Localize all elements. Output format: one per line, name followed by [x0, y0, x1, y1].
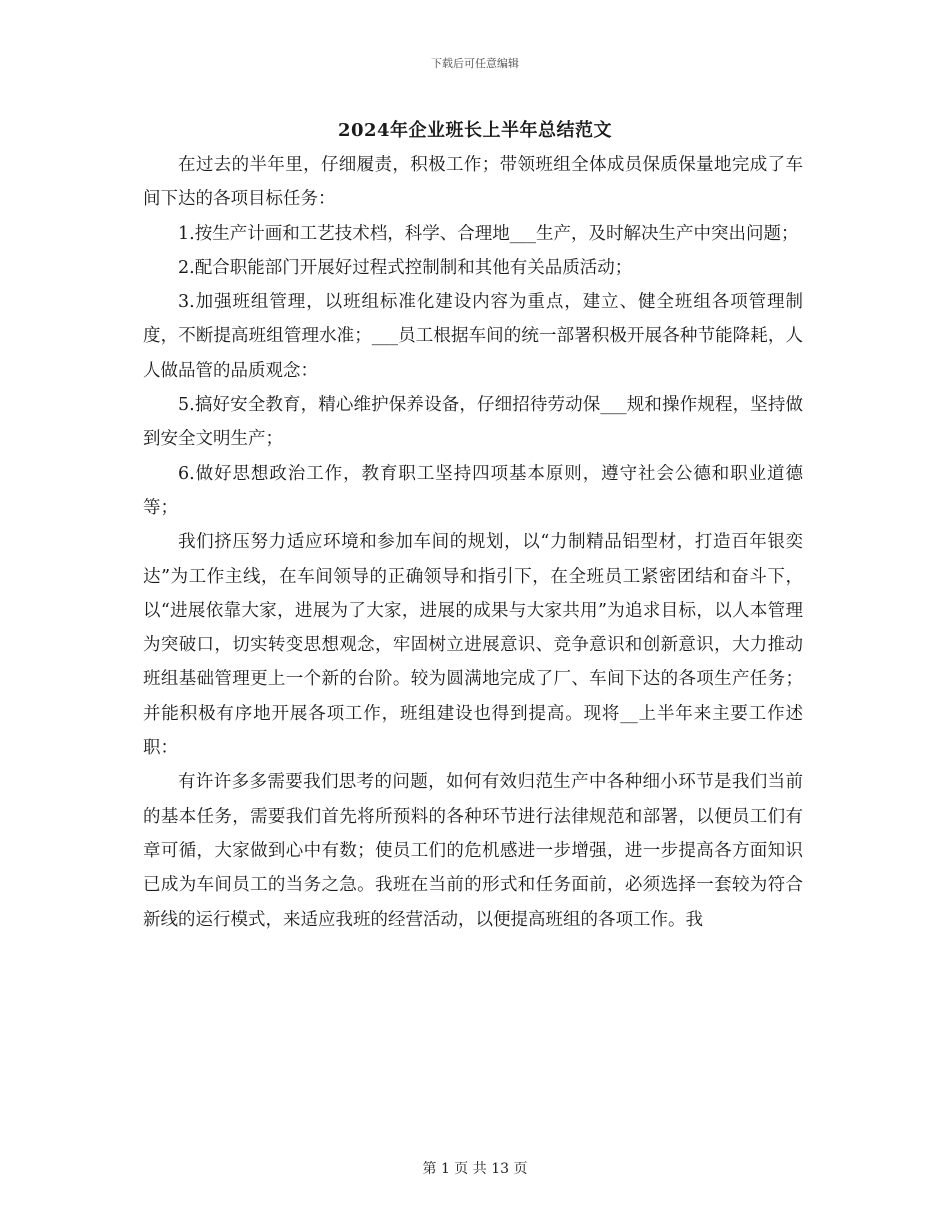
paragraph-item-6: 6.做好思想政治工作，教育职工坚持四项基本原则，遵守社会公德和职业道德等； — [143, 463, 803, 518]
paragraph-problems: 有许许多多需要我们思考的问题，如何有效归范生产中各种细小环节是我们当前的基本任务，需要我们首先将所预料的各种环节进行法律规范和部署，以便员工们有章可循，大家做到心中有数；使员工们的危机感进一步增强，进一步提高各方面知识已成为车间员工的当务之急。我班在当前的形式和任务面前，必须选择一套较为符合新线的运行模式，来适应我班的经营活动，以便提高班组的各项工作。我 — [143, 772, 803, 930]
paragraph-item-2: 2.配合职能部门开展好过程式控制制和其他有关品质活动； — [178, 257, 633, 278]
document-title: 2024年企业班长上半年总结范文 — [337, 120, 613, 141]
paragraph-item-3: 3.加强班组管理，以班组标准化建设内容为重点，建立、健全班组各项管理制度，不断提高班组管理水准；___员工根据车间的统一部署积极开展各种节能降耗，人人做品管的品质观念： — [143, 292, 803, 381]
paragraph-intro: 在过去的半年里，仔细履责，积极工作；带领班组全体成员保质保量地完成了车间下达的各项目标任务： — [143, 155, 803, 210]
paragraph-item-5: 5.搞好安全教育，精心维护保养设备，仔细招待劳动保___规和操作规程，坚持做到安全文明生产； — [143, 395, 803, 450]
document-body — [143, 148, 803, 937]
page-header-note: 下载后可任意编辑 — [431, 57, 519, 70]
paragraph-item-1: 1.按生产计画和工艺技术档，科学、合理地___生产，及时解决生产中突出问题； — [178, 223, 799, 244]
paragraph-work-summary: 我们挤压努力适应环境和参加车间的规划，以“力制精品铝型材，打造百年银奕达”为工作主线，在车间领导的正确领导和指引下，在全班员工紧密团结和奋斗下，以“进展依靠大家，进展为了大家，进展的成果与大家共用”为追求目标，以人本管理为突破口，切实转变思想观念，牢固树立进展意识、竞争意识和创新意识，大力推动班组基础管理更上一个新的台阶。较为圆满地完成了厂、车间下达的各项生产任务；并能积极有序地开展各项工作，班组建设也得到提高。现将__上半年来主要工作述职： — [143, 532, 803, 759]
page-number: 第 1 页 共 13 页 — [422, 1161, 528, 1177]
